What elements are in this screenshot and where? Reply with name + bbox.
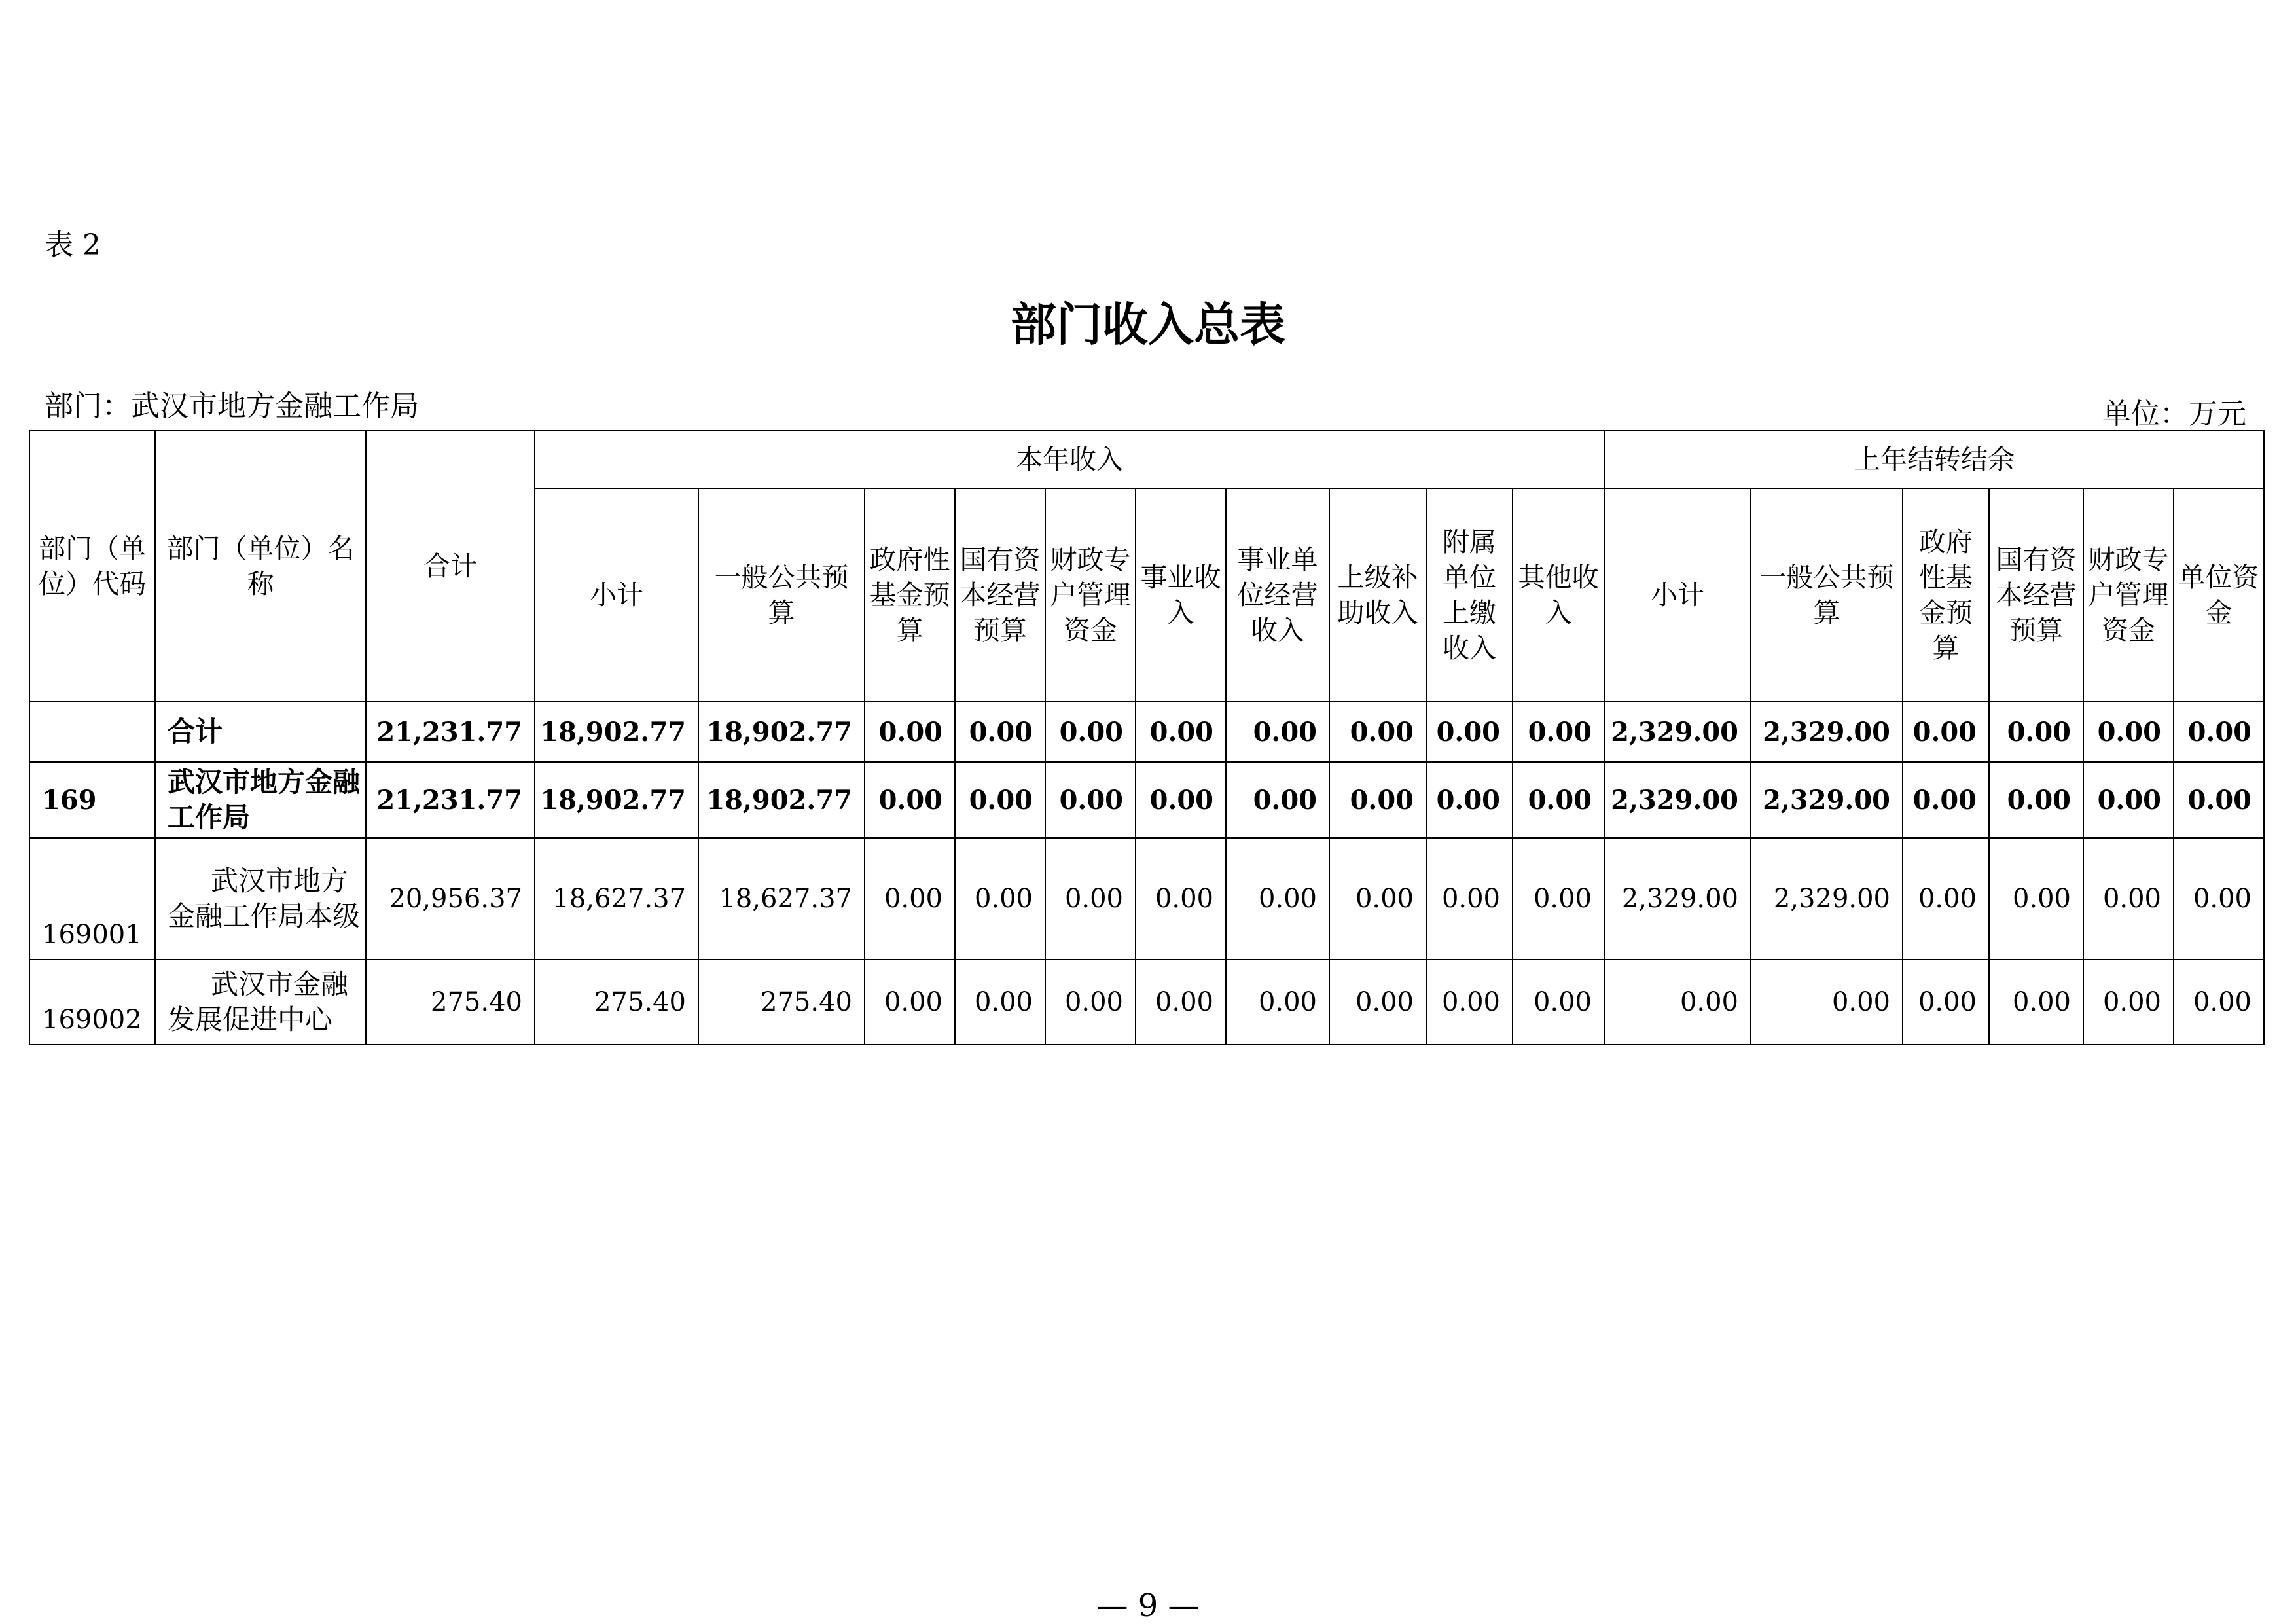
amount-cell: 21,231.77 — [366, 762, 535, 838]
amount-cell: 0.00 — [1329, 960, 1426, 1045]
amount-cell: 0.00 — [1903, 838, 1989, 960]
amount-cell: 0.00 — [1226, 838, 1329, 960]
amount-cell: 0.00 — [1426, 762, 1513, 838]
header-current-col: 财政专户管理资金 — [1045, 488, 1136, 702]
header-total: 合计 — [366, 431, 535, 702]
header-current-col: 小计 — [535, 488, 698, 702]
amount-cell: 0.00 — [1426, 960, 1513, 1045]
amount-cell: 0.00 — [1226, 762, 1329, 838]
amount-cell: 0.00 — [1329, 702, 1426, 762]
unit-code-cell: 169 — [29, 762, 155, 838]
unit-code-cell — [29, 702, 155, 762]
amount-cell: 0.00 — [2174, 702, 2264, 762]
amount-cell: 0.00 — [865, 838, 955, 960]
amount-cell: 0.00 — [1751, 960, 1903, 1045]
amount-cell: 0.00 — [955, 702, 1045, 762]
amount-cell: 0.00 — [1136, 838, 1226, 960]
amount-cell: 275.40 — [698, 960, 865, 1045]
amount-cell: 0.00 — [1136, 702, 1226, 762]
amount-cell: 0.00 — [2083, 960, 2174, 1045]
unit-name-cell: 武汉市地方金融工作局 — [155, 762, 366, 838]
table-row — [29, 762, 2264, 838]
table-row — [29, 838, 2264, 960]
amount-cell: 0.00 — [1226, 702, 1329, 762]
amount-cell: 0.00 — [1989, 960, 2083, 1045]
header-carryover: 上年结转结余 — [1604, 431, 2264, 488]
unit-code-cell: 169002 — [29, 960, 155, 1045]
amount-cell: 2,329.00 — [1751, 702, 1903, 762]
amount-cell: 0.00 — [2174, 960, 2264, 1045]
amount-cell: 0.00 — [1426, 838, 1513, 960]
header-carry-col: 单位资金 — [2174, 488, 2264, 702]
table-number: 表 2 — [45, 228, 101, 262]
amount-cell: 0.00 — [1903, 702, 1989, 762]
amount-cell: 0.00 — [1989, 762, 2083, 838]
amount-cell: 0.00 — [1136, 960, 1226, 1045]
amount-cell: 0.00 — [2083, 762, 2174, 838]
header-current-col: 一般公共预算 — [698, 488, 865, 702]
amount-cell: 2,329.00 — [1751, 838, 1903, 960]
amount-cell: 2,329.00 — [1604, 762, 1751, 838]
amount-cell: 0.00 — [955, 762, 1045, 838]
amount-cell: 2,329.00 — [1604, 702, 1751, 762]
amount-cell: 0.00 — [1989, 702, 2083, 762]
table-row — [29, 702, 2264, 762]
amount-cell: 0.00 — [2083, 702, 2174, 762]
amount-cell: 0.00 — [2174, 762, 2264, 838]
amount-cell: 0.00 — [865, 762, 955, 838]
amount-cell: 18,627.37 — [698, 838, 865, 960]
amount-cell: 0.00 — [1513, 702, 1604, 762]
amount-cell: 0.00 — [1604, 960, 1751, 1045]
amount-cell: 0.00 — [955, 960, 1045, 1045]
header-carry-col: 财政专户管理资金 — [2083, 488, 2174, 702]
unit-name-cell: 武汉市地方金融工作局本级 — [155, 838, 366, 960]
amount-cell: 18,902.77 — [698, 702, 865, 762]
amount-cell: 18,627.37 — [535, 838, 698, 960]
amount-cell: 0.00 — [1226, 960, 1329, 1045]
amount-cell: 0.00 — [1513, 762, 1604, 838]
unit-code-cell: 169001 — [29, 838, 155, 960]
amount-cell: 0.00 — [1045, 960, 1136, 1045]
header-carry-col: 国有资本经营预算 — [1989, 488, 2083, 702]
amount-cell: 275.40 — [535, 960, 698, 1045]
amount-cell: 0.00 — [2083, 838, 2174, 960]
amount-cell: 0.00 — [1426, 702, 1513, 762]
amount-cell: 275.40 — [366, 960, 535, 1045]
amount-cell: 0.00 — [1903, 762, 1989, 838]
amount-cell: 0.00 — [1329, 838, 1426, 960]
header-code: 部门（单位）代码 — [29, 431, 155, 702]
amount-cell: 0.00 — [1513, 960, 1604, 1045]
amount-cell: 18,902.77 — [698, 762, 865, 838]
amount-cell: 21,231.77 — [366, 702, 535, 762]
amount-cell: 0.00 — [1903, 960, 1989, 1045]
amount-cell: 0.00 — [865, 702, 955, 762]
amount-cell: 0.00 — [1329, 762, 1426, 838]
amount-cell: 18,902.77 — [535, 702, 698, 762]
amount-cell: 0.00 — [865, 960, 955, 1045]
unit-name-cell: 武汉市金融发展促进中心 — [155, 960, 366, 1045]
amount-cell: 20,956.37 — [366, 838, 535, 960]
amount-cell: 0.00 — [1045, 762, 1136, 838]
header-carry-col: 一般公共预算 — [1751, 488, 1903, 702]
header-current-col: 上级补助收入 — [1329, 488, 1426, 702]
page-title: 部门收入总表 — [1011, 298, 1285, 352]
amount-cell: 0.00 — [1989, 838, 2083, 960]
header-carry-col: 政府性基金预算 — [1903, 488, 1989, 702]
amount-cell: 2,329.00 — [1604, 838, 1751, 960]
amount-cell: 0.00 — [1045, 838, 1136, 960]
amount-cell: 0.00 — [1136, 762, 1226, 838]
header-current-col: 附属单位上缴收入 — [1426, 488, 1513, 702]
header-current-year-income: 本年收入 — [535, 431, 1604, 488]
header-current-col: 其他收入 — [1513, 488, 1604, 702]
header-name: 部门（单位）名称 — [155, 431, 366, 702]
department-label: 部门：武汉市地方金融工作局 — [45, 389, 419, 423]
amount-cell: 0.00 — [955, 838, 1045, 960]
header-current-col: 国有资本经营预算 — [955, 488, 1045, 702]
unit-name-cell: 合计 — [155, 702, 366, 762]
unit-label: 单位：万元 — [2102, 397, 2246, 431]
amount-cell: 18,902.77 — [535, 762, 698, 838]
amount-cell: 0.00 — [1513, 838, 1604, 960]
page-number: — 9 — — [1096, 1587, 1200, 1624]
header-current-col: 事业单位经营收入 — [1226, 488, 1329, 702]
header-current-col: 政府性基金预算 — [865, 488, 955, 702]
amount-cell: 2,329.00 — [1751, 762, 1903, 838]
income-summary-table — [29, 430, 2265, 1045]
amount-cell: 0.00 — [1045, 702, 1136, 762]
header-carry-col: 小计 — [1604, 488, 1751, 702]
table-row — [29, 960, 2264, 1045]
header-current-col: 事业收入 — [1136, 488, 1226, 702]
amount-cell: 0.00 — [2174, 838, 2264, 960]
